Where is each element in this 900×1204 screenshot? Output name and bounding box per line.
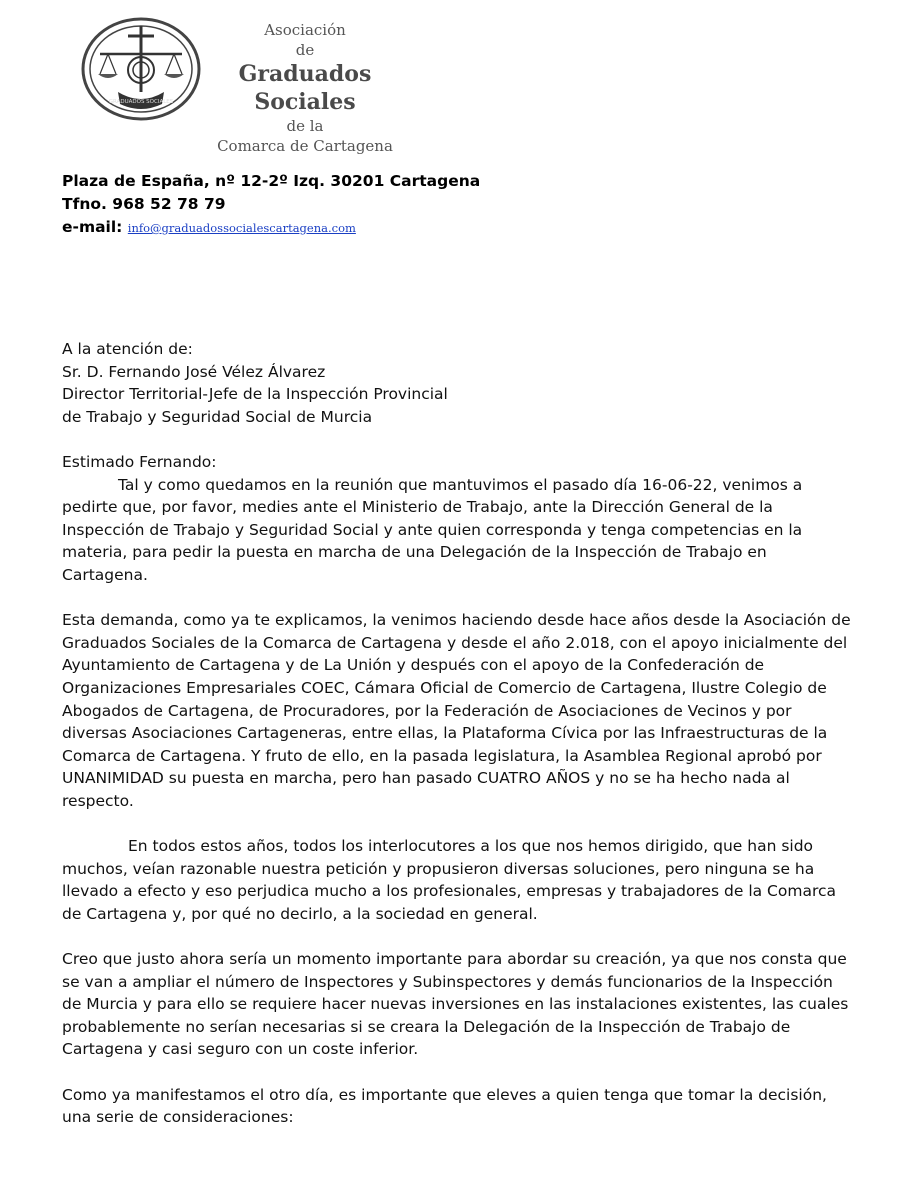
- paragraph-1: Tal y como quedamos en la reunión que mantuvimos el pasado día 16-06-22, venimos a pedirte que, por favor, medies ante el Ministerio de Trabajo, ante la Dirección General de la Inspección de Trabajo y Seguridad Social y ante quien corresponda y tenga competencias en la materia, para pedir la puesta en marcha de una Delegación de la Inspección de Trabajo en Cartagena.: [62, 475, 803, 584]
- email-label: e-mail:: [62, 218, 123, 236]
- org-line-2: de: [295, 41, 315, 59]
- address: Plaza de España, nº 12-2º Izq. 30201 Cartagena: [62, 172, 481, 190]
- paragraph-3: En todos estos años, todos los interlocutores a los que nos hemos dirigido, que han sido muchos, veían razonable nuestra petición y propusieron diversas soluciones, pero ninguna se ha llevado a efecto y eso perjudica mucho a los profesionales, empresas y trabajadores de la Comarca de Cartagena y, por qué no decirlo, a la sociedad en general.: [62, 837, 837, 923]
- org-line-3: Graduados Sociales: [238, 61, 372, 115]
- paragraph-4: Creo que justo ahora sería un momento importante para abordar su creación, ya que nos consta que se van a ampliar el número de Inspectores y Subinspectores y demás funcionarios de la Inspección de Murcia y para ello se requiere hacer nuevas inversiones en las instalaciones existentes, las cuales probablemente no serían necesarias si se creara la Delegación de la Inspección de Trabajo de Cartagena y casi seguro con un coste inferior.: [62, 950, 849, 1059]
- association-name: [200, 20, 410, 156]
- recipient-line-1: A la atención de:: [62, 340, 193, 358]
- recipient-line-3: Director Territorial-Jefe de la Inspección Provincial: [62, 385, 448, 404]
- recipient-line-2: Sr. D. Fernando José Vélez Álvarez: [62, 362, 326, 381]
- greeting: Estimado Fernando:: [62, 452, 217, 471]
- seal-ribbon-text: GRADUADOS SOCIALES: [108, 99, 174, 105]
- phone: Tfno. 968 52 78 79: [62, 195, 226, 213]
- org-line-1: Asociación: [264, 21, 346, 39]
- paragraph-5: Como ya manifestamos el otro día, es importante que eleves a quien tenga que tomar la decisión, una serie de consideraciones:: [62, 1085, 827, 1127]
- org-line-5: Comarca de Cartagena: [217, 137, 393, 155]
- email-link[interactable]: info@graduadossocialescartagena.com: [127, 221, 356, 235]
- email-line: [62, 216, 480, 240]
- paragraph-2: Esta demanda, como ya te explicamos, la venimos haciendo desde hace años desde la Asociación de Graduados Sociales de la Comarca de Cartagena y desde el año 2.018, con el apoyo inicialmente del Ayuntamiento de Cartagena y de La Unión y después con el apoyo de la Confederación de Organizaciones Empresariales COEC, Cámara Oficial de Comercio de Cartagena, Ilustre Colegio de Abogados de Cartagena, de Procuradores, por la Federación de Asociaciones de Vecinos y por diversas Asociaciones Cartageneras, entre ellas, la Plataforma Cívica por las Infraestructuras de la Comarca de Cartagena. Y fruto de ello, en la pasada legislatura, la Asamblea Regional aprobó por UNANIMIDAD su puesta en marcha, pero han pasado CUATRO AÑOS y no se ha hecho nada al respecto.: [62, 611, 851, 810]
- org-line-4: de la: [286, 117, 324, 135]
- letterhead: [0, 0, 900, 155]
- letter-body: [62, 338, 852, 1129]
- contact-block: [62, 170, 480, 240]
- recipient-line-4: de Trabajo y Seguridad Social de Murcia: [62, 407, 373, 426]
- association-seal-icon: [78, 14, 204, 124]
